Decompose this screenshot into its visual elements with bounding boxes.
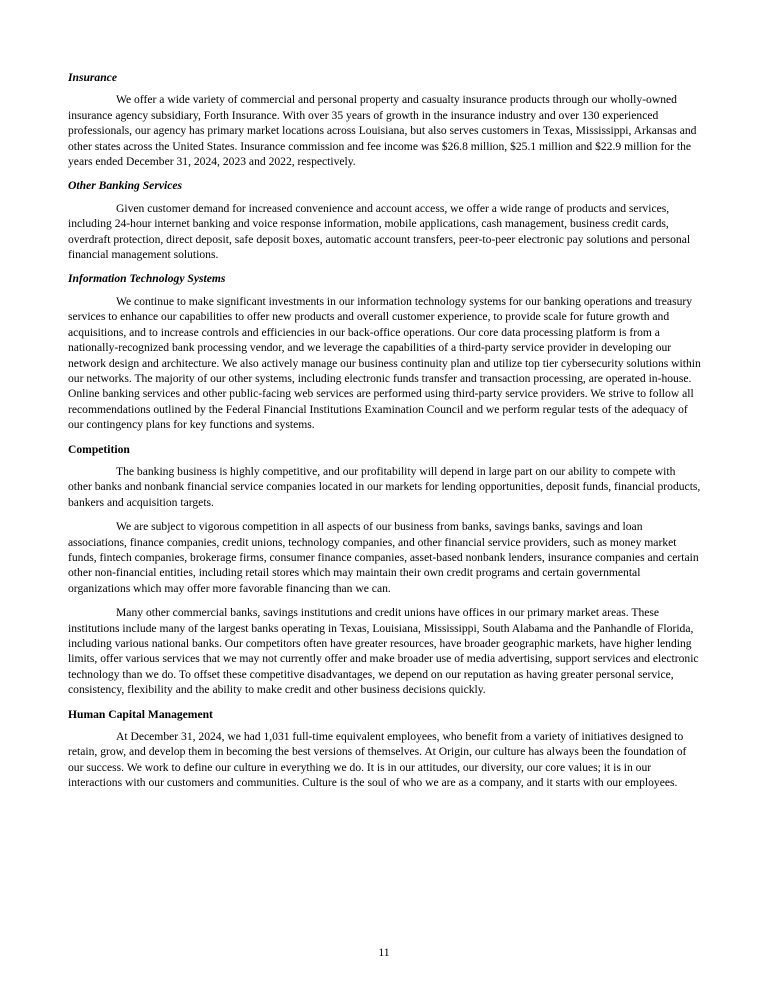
section-other-banking-services [68, 178, 702, 262]
section-heading: Competition [68, 442, 130, 456]
section-paragraph: We continue to make significant investments in our information technology systems for our banking operations and treasury services to enhance our capabilities to offer new products and overall customer experience, to provide scale for future growth and acquisitions, and to increase controls and efficiencies in our back-office operations. Our core data processing platform is from a nationally-recognized bank processing vendor, and we leverage the capabilities of a third-party service provider in developing our network design and architecture. We also actively manage our business continuity plan and utilize top tier cybersecurity solutions within our networks. The majority of our other systems, including electronic funds transfer and transaction processing, are operated in-house. Online banking services and other public-facing web services are performed using third-party service providers. We strive to follow all recommendations outlined by the Federal Financial Institutions Examination Council and we perform regular tests of the adequacy of our contingency plans for key functions and systems. [68, 294, 701, 432]
section-competition [68, 442, 702, 698]
page-number: 11 [378, 946, 390, 959]
section-paragraph: Given customer demand for increased convenience and account access, we offer a wide range of products and services, including 24-hour internet banking and voice response information, mobile applications, cash management, business credit cards, overdraft protection, direct deposit, safe deposit boxes, automatic account transfers, peer-to-peer electronic pay solutions and personal financial management solutions. [68, 201, 691, 262]
section-paragraph: At December 31, 2024, we had 1,031 full-time equivalent employees, who benefit from a variety of initiatives designed to retain, grow, and develop them in becoming the best versions of themselves. At Origin, our culture has always been the foundation of our success. We work to define our culture in everything we do. It is in our attitudes, our diversity, our core values; it is in our interactions with our customers and communities. Culture is the soul of who we are as a company, and it starts with our employees. [68, 730, 687, 790]
section-paragraph: We are subject to vigorous competition in all aspects of our business from banks, savings banks, savings and loan associations, finance companies, credit unions, technology companies, and other financial service providers, such as money market funds, fintech companies, brokerage firms, consumer finance companies, asset-based nonbank lenders, insurance companies and certain other non-financial entities, including retail stores which may maintain their own credit programs and certain governmental organizations which may offer more favorable financing than we can. [68, 520, 699, 595]
document-page [68, 70, 702, 800]
section-human-capital-management [68, 707, 702, 791]
section-paragraph: The banking business is highly competitive, and our profitability will depend in large part on our ability to compete with other banks and nonbank financial service companies located in our markets for lending opportunities, deposit funds, financial products, bankers and acquisition targets. [68, 464, 701, 509]
section-paragraph: We offer a wide variety of commercial and personal property and casualty insurance products through our wholly-owned insurance agency subsidiary, Forth Insurance. With over 35 years of growth in the insurance industry and over 130 experienced professionals, our agency has primary market locations across Louisiana, but also serves customers in Texas, Mississippi, Arkansas and other states across the United States. Insurance commission and fee income was $26.8 million, $25.1 million and $22.9 million for the years ended December 31, 2024, 2023 and 2022, respectively. [68, 93, 697, 169]
section-heading: Human Capital Management [68, 707, 213, 721]
section-heading: Other Banking Services [68, 179, 183, 193]
section-heading: Insurance [68, 71, 117, 84]
section-insurance [68, 70, 702, 169]
section-paragraph: Many other commercial banks, savings institutions and credit unions have offices in our primary market areas. These institutions include many of the largest banks operating in Texas, Louisiana, Mississippi, South Alabama and the Panhandle of Florida, including various national banks. Our competitors often have greater resources, have broader geographic markets, have higher lending limits, offer various services that we may not currently offer and make broader use of media advertising, support services and electronic technology than we do. To offset these competitive disadvantages, we depend on our reputation as having greater personal service, consistency, flexibility and the ability to make credit and other business decisions quickly. [68, 606, 699, 697]
section-heading: Information Technology Systems [68, 272, 226, 286]
section-information-technology-systems [68, 271, 702, 432]
